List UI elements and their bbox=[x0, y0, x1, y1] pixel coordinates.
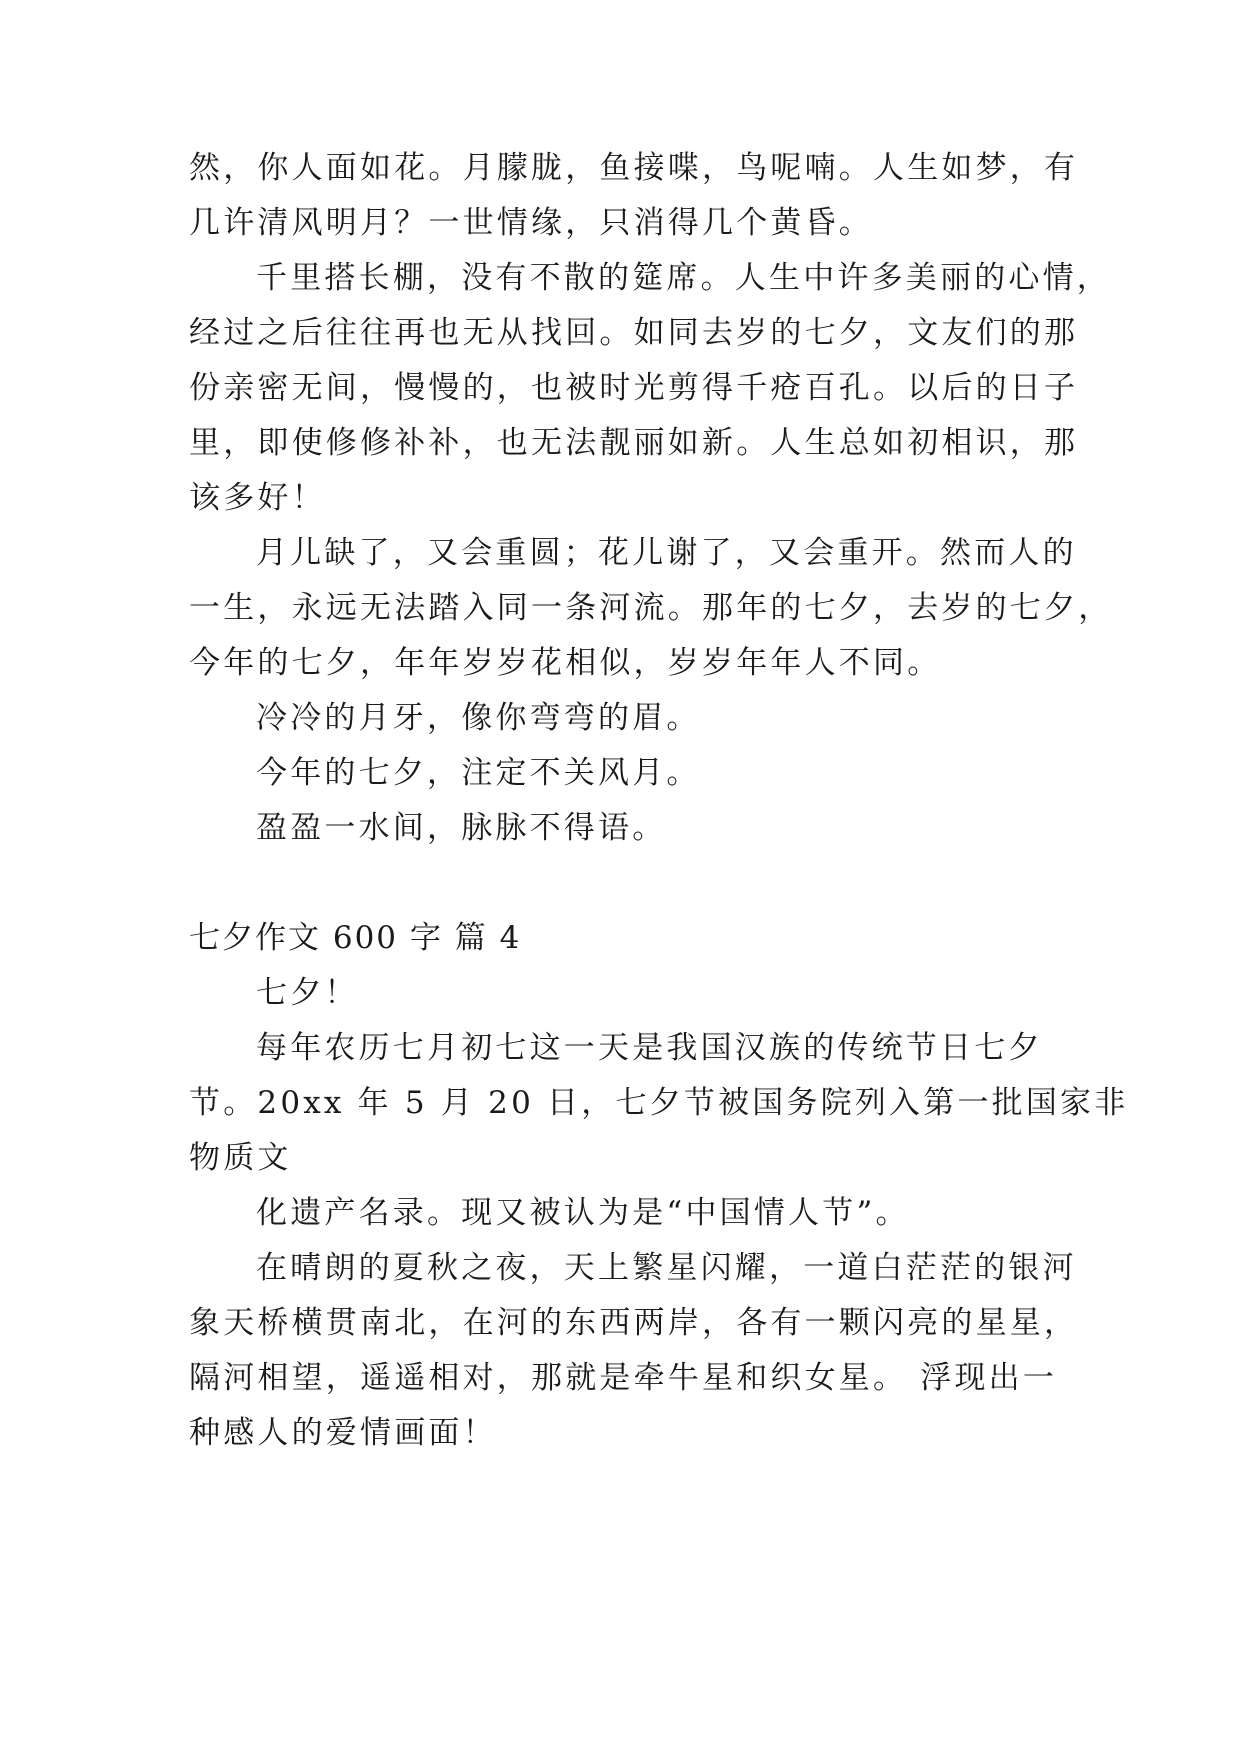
paragraph-line: 经过之后往往再也无从找回。如同去岁的七夕，文友们的那 bbox=[189, 315, 1079, 351]
paragraph-line: 盈盈一水间，脉脉不得语。 bbox=[256, 810, 667, 846]
paragraph-line: 冷冷的月牙，像你弯弯的眉。 bbox=[256, 700, 701, 736]
paragraph-line: 份亲密无间，慢慢的，也被时光剪得千疮百孔。以后的日子 bbox=[189, 370, 1079, 406]
paragraph-line: 一生，永远无法踏入同一条河流。那年的七夕，去岁的七夕， bbox=[189, 590, 1113, 626]
paragraph-line: 今年的七夕，注定不关风月。 bbox=[256, 755, 701, 791]
paragraph-line: 该多好！ bbox=[189, 480, 326, 516]
paragraph-line: 月儿缺了，又会重圆；花儿谢了，又会重开。然而人的 bbox=[256, 535, 1077, 571]
paragraph-line: 隔河相望，遥遥相对，那就是牵牛星和织女星。 浮现出一 bbox=[189, 1360, 1058, 1396]
paragraph-line: 千里搭长棚，没有不散的筵席。人生中许多美丽的心情， bbox=[256, 260, 1111, 296]
paragraph-line: 物质文 bbox=[189, 1140, 292, 1176]
paragraph-line: 七夕！ bbox=[256, 975, 359, 1011]
paragraph-line: 几许清风明月？一世情缘，只消得几个黄昏。 bbox=[189, 205, 873, 241]
paragraph-line: 然，你人面如花。月朦胧，鱼接喋，鸟呢喃。人生如梦，有 bbox=[189, 150, 1079, 186]
paragraph-line: 象天桥横贯南北，在河的东西两岸，各有一颗闪亮的星星， bbox=[189, 1305, 1079, 1341]
paragraph-line: 每年农历七月初七这一天是我国汉族的传统节日七夕 bbox=[256, 1030, 1043, 1066]
paragraph-line: 今年的七夕，年年岁岁花相似，岁岁年年人不同。 bbox=[189, 645, 942, 681]
paragraph-line: 里，即使修修补补，也无法靓丽如新。人生总如初相识，那 bbox=[189, 425, 1079, 461]
paragraph-line: 节。20xx 年 5 月 20 日，七夕节被国务院列入第一批国家非 bbox=[189, 1085, 1129, 1121]
paragraph-line: 种感人的爱情画面！ bbox=[189, 1415, 497, 1451]
section-heading: 七夕作文 600 字 篇 4 bbox=[189, 920, 522, 956]
paragraph-line: 在晴朗的夏秋之夜，天上繁星闪耀，一道白茫茫的银河 bbox=[256, 1250, 1077, 1286]
paragraph-line: 化遗产名录。现又被认为是“中国情人节”。 bbox=[256, 1195, 910, 1231]
